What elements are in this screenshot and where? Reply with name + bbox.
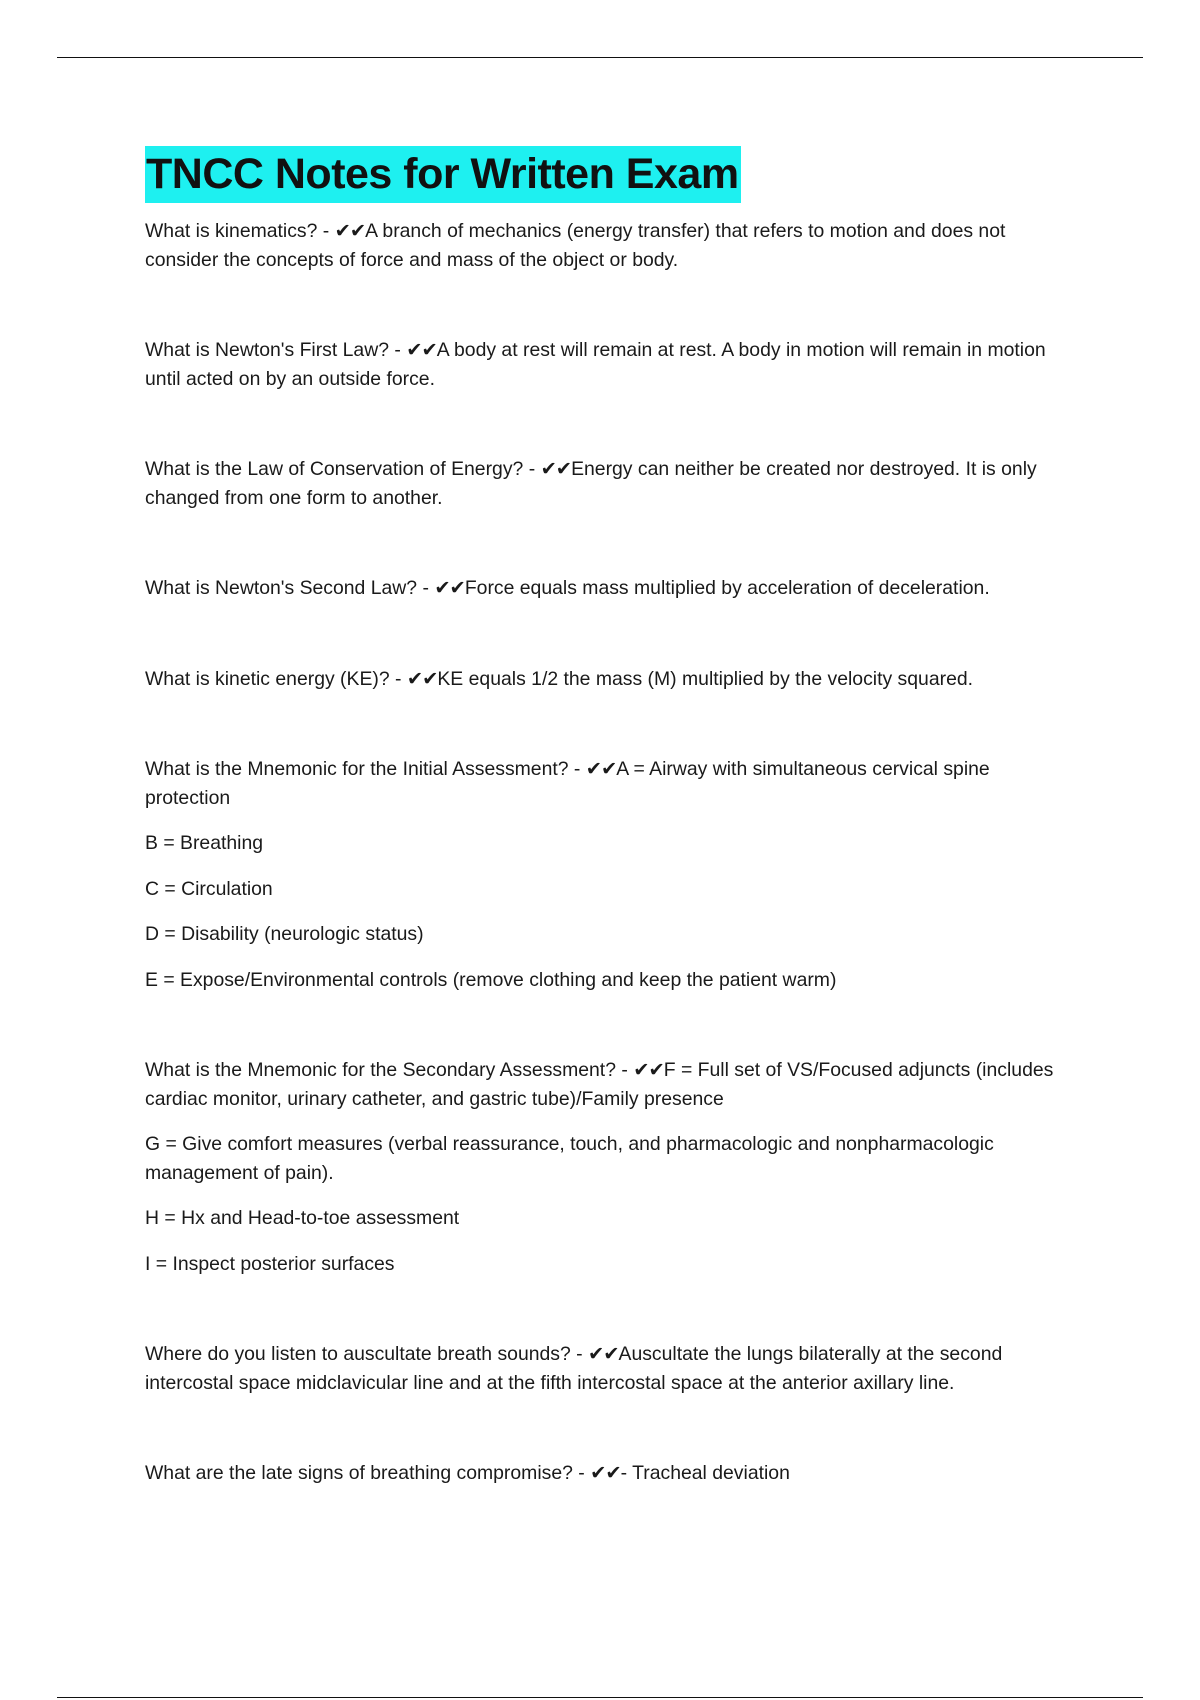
qa-text [145, 217, 1075, 274]
question-text: Where do you listen to auscultate breath sounds? [145, 1343, 571, 1365]
question-separator: - [615, 1059, 634, 1081]
question-separator: - [568, 758, 586, 780]
qa-text [145, 336, 1075, 393]
qa-item [145, 1340, 1075, 1397]
double-check-icon: ✔✔ [633, 1059, 664, 1081]
bottom-divider [57, 1697, 1143, 1698]
item-spacer [145, 512, 1075, 574]
question-text: What is kinetic energy (KE)? [145, 667, 390, 690]
answer-detail-line: B = Breathing [145, 832, 264, 854]
question-text: What is kinematics? [145, 220, 318, 242]
document-content [145, 146, 1075, 1488]
item-spacer [145, 274, 1075, 336]
answer-text: A body at rest will remain at rest. A body in motion will remain in motion until acted on by an outside force. [145, 339, 1046, 390]
qa-text [145, 1340, 1075, 1397]
answer-text: F = Full set of VS/Focused adjuncts (includes cardiac monitor, urinary catheter, and gastric tube)/Family presence [145, 1059, 1054, 1110]
item-spacer [145, 603, 1075, 665]
answer-detail-line: D = Disability (neurologic status) [145, 923, 424, 945]
answer-detail-line: E = Expose/Environmental controls (remove clothing and keep the patient warm) [145, 968, 837, 991]
question-text: What is Newton's Second Law? [145, 577, 418, 599]
qa-item [145, 755, 1075, 994]
question-separator: - [572, 1462, 591, 1484]
qa-item [145, 665, 1075, 694]
question-separator: - [570, 1343, 589, 1365]
answer-text: Force equals mass multiplied by acceleration of deceleration. [464, 577, 990, 599]
item-spacer [145, 1397, 1075, 1459]
answer-detail-line: I = Inspect posterior surfaces [145, 1252, 395, 1275]
qa-text [145, 755, 1075, 812]
double-check-icon: ✔✔ [406, 339, 437, 361]
answer-text: Energy can neither be created nor destroyed. It is only changed from one form to another. [145, 458, 1037, 509]
item-spacer [145, 994, 1075, 1056]
item-spacer [145, 693, 1075, 755]
double-check-icon: ✔✔ [334, 220, 366, 242]
answer-text: - Tracheal deviation [620, 1462, 790, 1484]
item-spacer [145, 1278, 1075, 1340]
question-text: What is the Mnemonic for the Secondary Assessment? [145, 1059, 616, 1081]
top-divider [57, 57, 1143, 58]
qa-item [145, 574, 1075, 603]
answer-text: KE equals 1/2 the mass (M) multiplied by the velocity squared. [437, 667, 974, 690]
qa-item [145, 217, 1075, 274]
qa-text [145, 665, 1075, 694]
question-separator: - [317, 220, 335, 242]
answer-text: A = Airway with simultaneous cervical spine protection [145, 758, 990, 809]
item-spacer [145, 393, 1075, 455]
double-check-icon: ✔✔ [540, 458, 572, 480]
qa-item [145, 455, 1075, 512]
double-check-icon: ✔✔ [588, 1343, 619, 1365]
title-highlight [145, 146, 741, 203]
qa-text [145, 455, 1075, 512]
question-separator: - [389, 667, 407, 690]
question-separator: - [523, 458, 541, 480]
answer-text: A branch of mechanics (energy transfer) that refers to motion and does not consider the concepts of force and mass of the object or body. [145, 220, 1006, 271]
double-check-icon: ✔✔ [406, 667, 438, 690]
qa-list [145, 217, 1075, 1488]
question-text: What are the late signs of breathing compromise? [145, 1462, 573, 1484]
double-check-icon: ✔✔ [585, 758, 617, 780]
answer-detail-line: G = Give comfort measures (verbal reassurance, touch, and pharmacologic and nonpharmacologic management of pain). [145, 1133, 994, 1184]
answer-detail-line: C = Circulation [145, 877, 273, 900]
question-separator: - [389, 339, 407, 361]
qa-text [145, 1459, 1075, 1488]
qa-text [145, 574, 1075, 603]
document-title: TNCC Notes for Written Exam [146, 150, 739, 198]
qa-item [145, 1056, 1075, 1278]
answer-text: Auscultate the lungs bilaterally at the second intercostal space midclavicular line and at the fifth intercostal space at the anterior axillary line. [145, 1343, 1003, 1394]
qa-item [145, 1459, 1075, 1488]
qa-text [145, 1056, 1075, 1113]
question-text: What is Newton's First Law? [145, 339, 390, 361]
double-check-icon: ✔✔ [434, 577, 465, 599]
question-separator: - [417, 577, 435, 599]
qa-item [145, 336, 1075, 393]
answer-detail-line: H = Hx and Head-to-toe assessment [145, 1207, 460, 1229]
double-check-icon: ✔✔ [590, 1462, 621, 1484]
question-text: What is the Law of Conservation of Energy? [145, 458, 524, 480]
question-text: What is the Mnemonic for the Initial Assessment? [145, 758, 569, 780]
